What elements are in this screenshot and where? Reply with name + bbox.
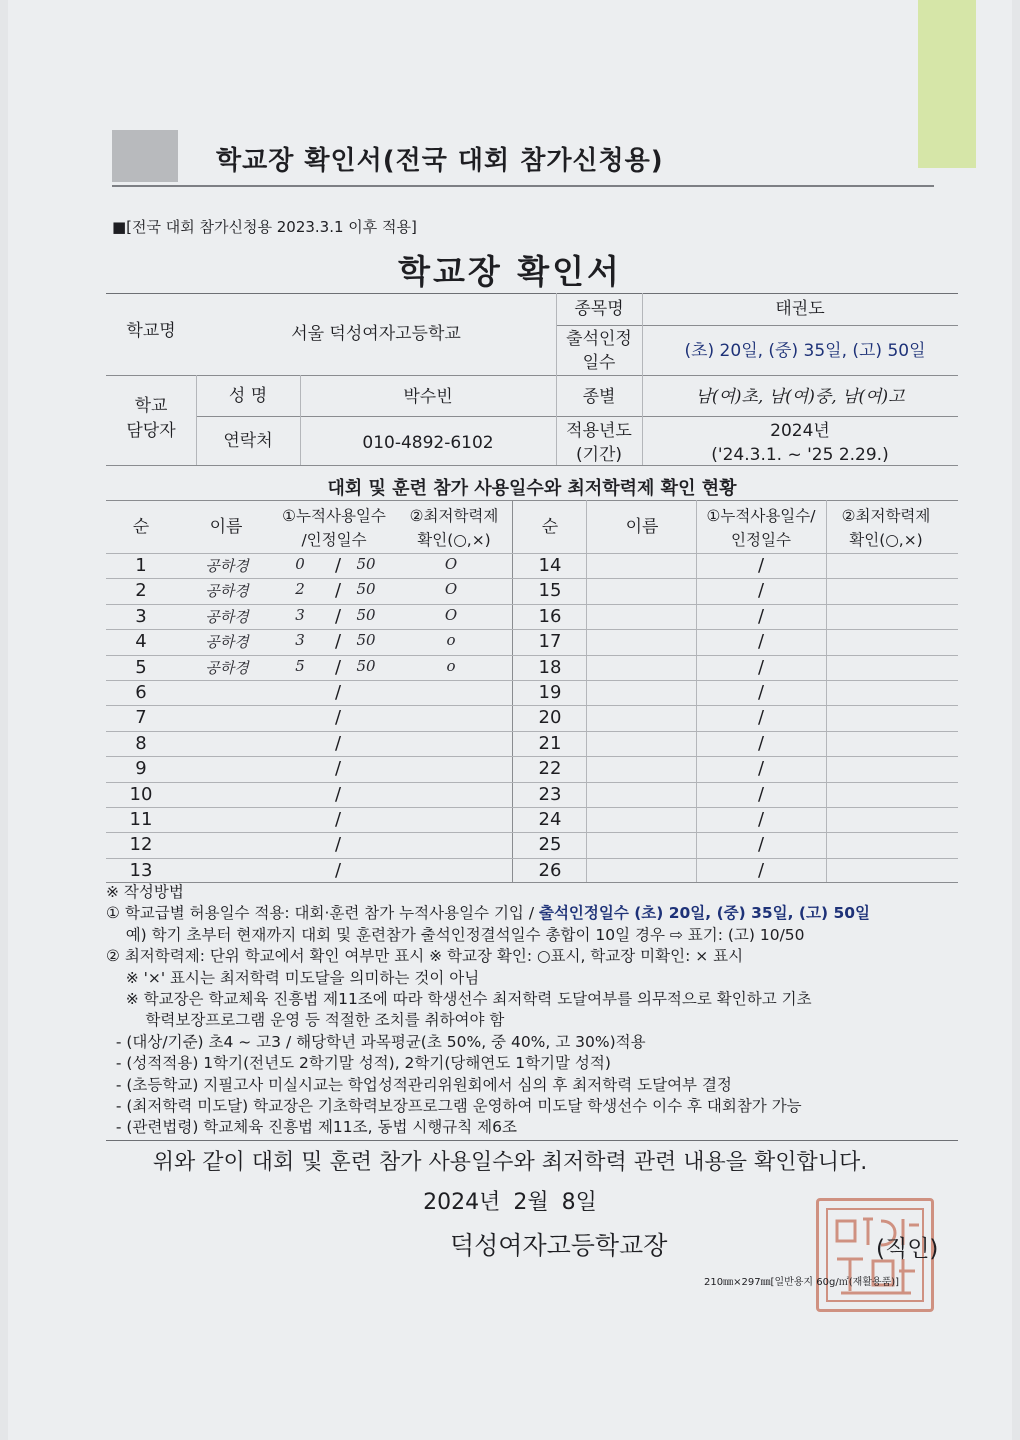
row-number: 1: [135, 555, 147, 576]
header-min-1: ②최저학력제: [409, 507, 499, 525]
period-label-2: (기간): [575, 445, 623, 465]
contact-value: 010-4892-6102: [362, 433, 494, 453]
header-min-2: 확인(○,×): [417, 531, 491, 549]
allowed-days: 50: [356, 580, 376, 599]
slash-right: /: [757, 555, 765, 576]
row-number-right: 15: [538, 580, 562, 602]
min-academic-check: O: [444, 580, 458, 599]
row-number: 3: [135, 605, 147, 627]
slash-separator: /: [334, 783, 342, 805]
table-row: [106, 604, 958, 630]
info-table-top: [106, 293, 958, 294]
header-no: 순: [132, 517, 150, 537]
type-label: 종별: [582, 387, 616, 407]
note-4: ※ 학교장은 학교체육 진흥법 제11조에 따라 학생선수 최저학력 도달여부를 의무적으로 확인하고 기초: [106, 990, 812, 1009]
header-name-right: 이름: [625, 517, 659, 537]
allowed-days: 50: [356, 631, 376, 650]
header-used-1: ①누적사용일수: [282, 507, 386, 525]
student-name: 공하경: [205, 582, 249, 601]
notes-bottom-line: [106, 1140, 958, 1141]
row-number-right: 20: [538, 707, 562, 729]
allowed-days: 50: [356, 555, 376, 573]
slash-separator: /: [334, 707, 342, 729]
slash-separator: /: [334, 758, 342, 780]
row-number-right: 14: [538, 555, 562, 576]
row-number: 8: [135, 732, 147, 754]
row-number: 5: [135, 656, 147, 678]
table-row: [106, 756, 958, 782]
confirmation-statement: 위와 같이 대회 및 훈련 참가 사용일수와 최저학력 관련 내용을 확인합니다.: [152, 1150, 868, 1175]
slash-right: /: [757, 758, 765, 780]
period-range: ('24.3.1. ~ '25 2.29.): [711, 445, 889, 465]
table-row: [106, 858, 958, 884]
slash-right: /: [757, 783, 765, 805]
note-9: - (최저학력 미도달) 학교장은 기초학력보장프로그램 운영하여 미도달 학생선수 이수 후 대회참가 가능: [106, 1097, 802, 1116]
slash-right: /: [757, 732, 765, 754]
table-row: [106, 629, 958, 655]
student-name: 공하경: [205, 557, 249, 575]
sticky-tab: [918, 0, 976, 168]
slash-right: /: [757, 707, 765, 729]
issue-date: 2024년 2월 8일: [423, 1190, 597, 1215]
slash-right: /: [757, 580, 765, 602]
table-row: [106, 578, 958, 604]
row-number-right: 19: [538, 682, 562, 703]
slash-separator: /: [334, 580, 342, 602]
row-number: 13: [129, 859, 153, 881]
form-version-note: ■[전국 대회 참가신청용 2023.3.1 이후 적용]: [112, 218, 417, 236]
note-3: ※ '×' 표시는 최저학력 미도달을 의미하는 것이 아님: [106, 968, 480, 987]
slash-separator: /: [334, 732, 342, 754]
info-line: [106, 375, 958, 376]
used-days: 3: [295, 605, 305, 624]
slash-separator: /: [334, 656, 342, 678]
header-used-right-2: 인정일수: [731, 531, 791, 549]
slash-separator: /: [334, 834, 342, 856]
attend-value: (초) 20일, (중) 35일, (고) 50일: [684, 341, 926, 361]
slash-right: /: [757, 682, 765, 703]
note-6: - (대상/기준) 초4 ~ 고3 / 해당학년 과목평균(초 50%, 중 40%, 고 30%)적용: [106, 1032, 646, 1051]
min-academic-check: O: [444, 605, 458, 624]
notes-title: ※ 작성방법: [106, 883, 184, 901]
staff-label-2: 담당자: [126, 421, 176, 441]
table-row: [106, 655, 958, 681]
school-value: 서울 덕성여자고등학교: [291, 324, 461, 344]
slash-right: /: [757, 859, 765, 881]
allowed-days: 50: [356, 656, 376, 675]
allowed-days: 50: [356, 605, 376, 624]
min-academic-check: o: [446, 656, 456, 675]
slash-separator: /: [334, 605, 342, 627]
slash-separator: /: [334, 555, 342, 576]
row-number-right: 17: [538, 631, 562, 653]
attend-label-1: 출석인정: [566, 329, 632, 349]
info-line: [556, 325, 958, 326]
used-days: 0: [295, 555, 305, 573]
note-8: - (초등학교) 지필고사 미실시교는 학업성적관리위원회에서 심의 후 최저학력 도달여부 결정: [106, 1075, 732, 1094]
header-min-right-1: ②최저학력제: [841, 507, 931, 525]
period-label-1: 적용년도: [566, 421, 632, 441]
student-name: 공하경: [205, 658, 249, 677]
row-number: 11: [129, 809, 153, 830]
note-7: - (성적적용) 1학기(전년도 2학기말 성적), 2학기(당해연도 1학기말 성적): [106, 1054, 611, 1073]
used-days: 3: [295, 631, 305, 650]
slash-separator: /: [334, 682, 342, 703]
header-used-2: /인정일수: [301, 531, 367, 549]
event-label: 종목명: [574, 299, 624, 319]
row-number: 12: [129, 834, 153, 856]
school-label: 학교명: [126, 321, 176, 341]
used-days: 2: [295, 580, 305, 599]
row-number-right: 16: [538, 605, 562, 627]
row-number: 4: [135, 631, 147, 653]
note-1: ① 학교급별 허용일수 적용: 대회·훈련 참가 누적사용일수 기입 / 출석인정일수 (초) 20일, (중) 35일, (고) 50일: [106, 904, 871, 923]
title-divider: [112, 185, 934, 187]
event-value: 태권도: [775, 299, 825, 319]
note-2: ② 최저학력제: 단위 학교에서 확인 여부만 표시 ※ 학교장 확인: ○표시, 학교장 미확인: × 표시: [106, 947, 744, 966]
header-no-right: 순: [541, 517, 559, 537]
row-number-right: 23: [538, 783, 562, 805]
row-number-right: 25: [538, 834, 562, 856]
row-number-right: 21: [538, 732, 562, 754]
row-number-right: 24: [538, 809, 562, 830]
student-name: 공하경: [205, 633, 249, 652]
used-days: 5: [295, 656, 305, 675]
header-min-right-2: 확인(○,×): [849, 531, 923, 549]
slash-separator: /: [334, 859, 342, 881]
paper-spec: 210㎜×297㎜[일반용지 60g/㎡(재활용품)]: [704, 1277, 900, 1288]
row-number-right: 22: [538, 758, 562, 780]
slash-right: /: [757, 631, 765, 653]
name-label: 성 명: [228, 386, 268, 406]
table-row: [106, 705, 958, 731]
table-row: [106, 553, 958, 579]
table-top-line: [106, 500, 958, 501]
table-row: [106, 807, 958, 833]
page-title: 학교장 확인서(전국 대회 참가신청용): [216, 146, 664, 176]
slash-separator: /: [334, 631, 342, 653]
slash-right: /: [757, 656, 765, 678]
row-number: 9: [135, 758, 147, 780]
title-decoration: [112, 130, 178, 182]
min-academic-check: O: [444, 555, 458, 573]
section-title: 대회 및 훈련 참가 사용일수와 최저학력제 확인 현황: [327, 478, 737, 499]
header-used-right-1: ①누적사용일수/: [706, 507, 816, 525]
row-number: 2: [135, 580, 147, 602]
slash-right: /: [757, 809, 765, 830]
note-1-example: 예) 학기 초부터 현재까지 대회 및 훈련참가 출석인정결석일수 총합이 10일 경우 ⇨ 표기: (고) 10/50: [106, 925, 805, 944]
row-number-right: 18: [538, 656, 562, 678]
slash-right: /: [757, 605, 765, 627]
row-number: 7: [135, 707, 147, 729]
info-line: [196, 416, 958, 417]
note-10: - (관련법령) 학교체육 진흥법 제11조, 동법 시행규칙 제6조: [106, 1118, 517, 1137]
row-number: 10: [129, 783, 153, 805]
seal-label: (직인): [876, 1236, 939, 1262]
row-number: 6: [135, 682, 147, 703]
slash-right: /: [757, 834, 765, 856]
table-row: [106, 832, 958, 858]
student-name: 공하경: [205, 607, 249, 626]
table-row: [106, 680, 958, 706]
type-value: 남(여)초, 남(여)중, 남(여)고: [695, 387, 905, 407]
contact-label: 연락처: [223, 431, 273, 451]
staff-label-1: 학교: [134, 396, 168, 416]
principal-signature: 덕성여자고등학교장: [450, 1231, 668, 1260]
min-academic-check: o: [446, 631, 456, 650]
table-row: [106, 731, 958, 757]
form-title: 학교장 확인서: [398, 252, 622, 291]
instructions: [106, 882, 966, 1139]
row-number-right: 26: [538, 859, 562, 881]
table-row: [106, 782, 958, 808]
header-name: 이름: [209, 517, 243, 537]
period-year: 2024년: [770, 421, 830, 441]
slash-separator: /: [334, 809, 342, 830]
note-5: 학력보장프로그램 운영 등 적절한 조치를 취하여야 함: [106, 1011, 505, 1030]
attend-label-2: 일수: [582, 353, 616, 373]
name-value: 박수빈: [403, 387, 453, 407]
